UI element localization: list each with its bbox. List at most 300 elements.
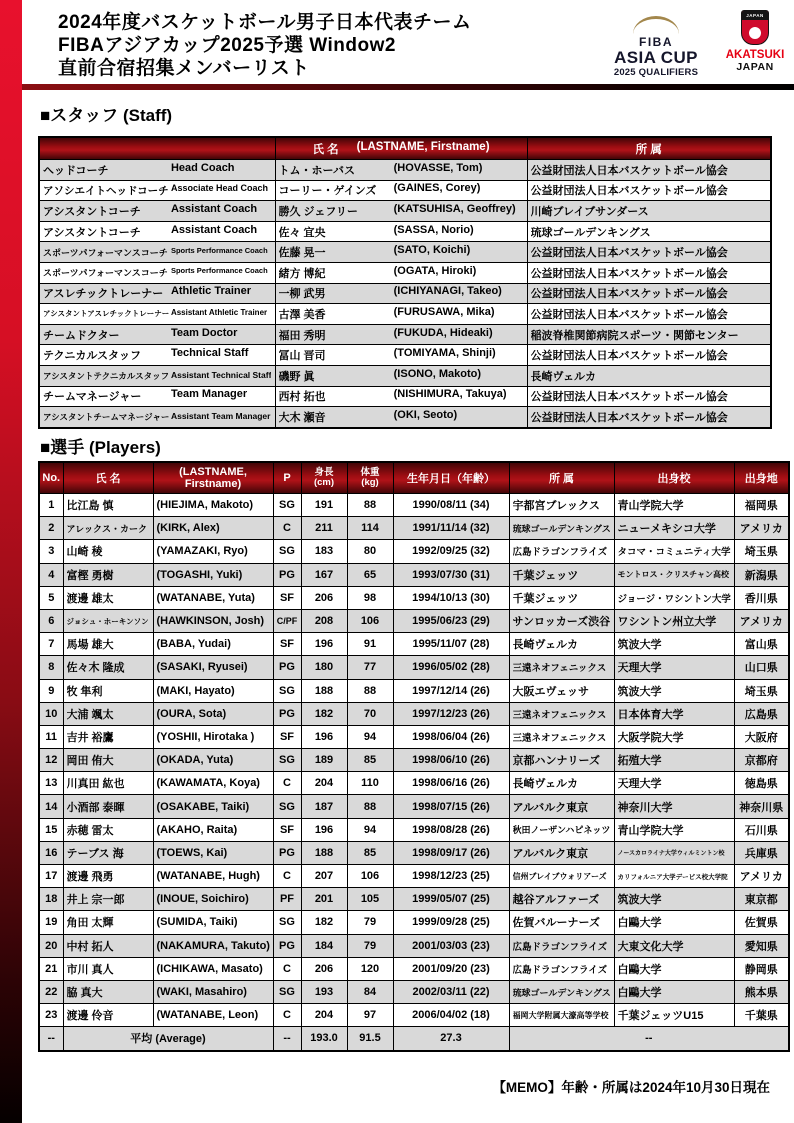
- staff-affiliation-cell: 公益財団法人日本バスケットボール協会: [527, 386, 771, 407]
- player-school-cell: 大東文化大学: [614, 934, 734, 957]
- player-position-cell: SF: [273, 725, 301, 748]
- player-name-cell: アレックス・カーク: [63, 517, 153, 540]
- staff-name-cell: [275, 386, 527, 407]
- player-birth-cell: 1998/12/23 (25): [393, 865, 509, 888]
- player-height-cell: 189: [301, 749, 347, 772]
- staff-role-cell: [39, 262, 275, 283]
- staff-name-jp: 古澤 美香: [278, 308, 326, 321]
- player-no-cell: 13: [39, 772, 63, 795]
- player-position-cell: C: [273, 957, 301, 980]
- player-name-cell: 市川 真人: [63, 957, 153, 980]
- staff-name-jp: 西村 拓也: [278, 391, 326, 404]
- player-roman-cell: (OSAKABE, Taiki): [153, 795, 273, 818]
- player-origin-cell: 山口県: [734, 656, 789, 679]
- player-weight-cell: 94: [347, 725, 393, 748]
- player-row: [39, 586, 789, 609]
- player-birth-cell: 1997/12/14 (26): [393, 679, 509, 702]
- player-roman-cell: (SUMIDA, Taiki): [153, 911, 273, 934]
- player-origin-cell: アメリカ: [734, 609, 789, 632]
- staff-role-en: Team Manager: [170, 388, 248, 401]
- staff-row: [39, 180, 771, 201]
- player-roman-cell: (MAKI, Hayato): [153, 679, 273, 702]
- average-cell: --: [509, 1027, 789, 1051]
- player-school-cell: タコマ・コミュニティ大学: [614, 540, 734, 563]
- player-position-cell: C: [273, 772, 301, 795]
- staff-role-en: Assistant Team Manager: [170, 410, 271, 421]
- player-weight-cell: 84: [347, 980, 393, 1003]
- player-row: [39, 679, 789, 702]
- players-header-org: 所 属: [509, 462, 614, 494]
- player-name-cell: 牧 隼利: [63, 679, 153, 702]
- player-school-cell: 拓殖大学: [614, 749, 734, 772]
- player-roman-cell: (WATANABE, Yuta): [153, 586, 273, 609]
- staff-role-cell: [39, 201, 275, 222]
- staff-name-cell: [275, 221, 527, 242]
- player-height-cell: 208: [301, 609, 347, 632]
- staff-affiliation-cell: 公益財団法人日本バスケットボール協会: [527, 262, 771, 283]
- player-name-cell: 比江島 慎: [63, 494, 153, 517]
- player-row: [39, 725, 789, 748]
- player-birth-cell: 1998/08/28 (26): [393, 818, 509, 841]
- player-birth-cell: 1993/07/30 (31): [393, 563, 509, 586]
- staff-affiliation-cell: 公益財団法人日本バスケットボール協会: [527, 180, 771, 201]
- player-school-cell: 白鷗大学: [614, 957, 734, 980]
- staff-role-jp: チームマネージャー: [43, 391, 142, 404]
- player-birth-cell: 2002/03/11 (22): [393, 980, 509, 1003]
- staff-table: [38, 136, 772, 429]
- staff-header-name-jp: 氏 名: [312, 143, 339, 156]
- staff-name-jp: 佐々 宜央: [278, 226, 326, 239]
- player-roman-cell: (INOUE, Soichiro): [153, 888, 273, 911]
- player-weight-cell: 80: [347, 540, 393, 563]
- player-position-cell: PG: [273, 563, 301, 586]
- fiba-asia-cup-logo: [605, 16, 707, 78]
- player-origin-cell: 静岡県: [734, 957, 789, 980]
- player-height-cell: 191: [301, 494, 347, 517]
- player-height-cell: 196: [301, 818, 347, 841]
- crest-band-text: JAPAN: [742, 11, 768, 20]
- staff-role-jp: チームドクター: [43, 329, 120, 342]
- staff-role-jp: アシスタントテクニカルスタッフ: [43, 370, 170, 381]
- staff-name-en: (ICHIYANAGI, Takeo): [393, 285, 502, 298]
- staff-section-heading: ■スタッフ (Staff): [40, 106, 173, 125]
- player-weight-cell: 88: [347, 679, 393, 702]
- player-origin-cell: 兵庫県: [734, 841, 789, 864]
- player-position-cell: SF: [273, 818, 301, 841]
- staff-row: [39, 304, 771, 325]
- staff-name-jp: トム・ホーバス: [278, 164, 355, 177]
- staff-role-cell: [39, 242, 275, 263]
- average-cell: --: [39, 1027, 63, 1051]
- staff-name-en: (TOMIYAMA, Shinji): [393, 347, 496, 360]
- player-origin-cell: 愛知県: [734, 934, 789, 957]
- staff-name-en: (ISONO, Makoto): [393, 367, 482, 380]
- player-no-cell: 22: [39, 980, 63, 1003]
- player-school-cell: カリフォルニア大学デービス校大学院: [614, 865, 734, 888]
- player-weight-cell: 79: [347, 934, 393, 957]
- player-no-cell: 10: [39, 702, 63, 725]
- player-origin-cell: 千葉県: [734, 1004, 789, 1027]
- player-school-cell: 天理大学: [614, 656, 734, 679]
- player-row: [39, 841, 789, 864]
- player-name-cell: 中村 拓人: [63, 934, 153, 957]
- staff-name-en: (GAINES, Corey): [393, 182, 481, 195]
- player-school-cell: ワシントン州立大学: [614, 609, 734, 632]
- staff-role-en: Sports Performance Coach: [170, 245, 268, 255]
- player-weight-cell: 88: [347, 494, 393, 517]
- player-no-cell: 3: [39, 540, 63, 563]
- player-name-cell: 渡邊 雄太: [63, 586, 153, 609]
- staff-role-en: Athletic Trainer: [170, 285, 252, 298]
- player-weight-cell: 85: [347, 749, 393, 772]
- players-table-body: [39, 494, 789, 1051]
- player-origin-cell: アメリカ: [734, 865, 789, 888]
- player-position-cell: SG: [273, 911, 301, 934]
- player-roman-cell: (BABA, Yudai): [153, 633, 273, 656]
- player-team-cell: 千葉ジェッツ: [509, 586, 614, 609]
- player-team-cell: 三遠ネオフェニックス: [509, 725, 614, 748]
- fiba-logo-line2: ASIA CUP: [614, 48, 698, 67]
- staff-name-jp: 勝久 ジェフリー: [278, 205, 358, 218]
- player-roman-cell: (KIRK, Alex): [153, 517, 273, 540]
- player-origin-cell: 徳島県: [734, 772, 789, 795]
- staff-affiliation-cell: 川崎ブレイブサンダース: [527, 201, 771, 222]
- staff-header-row: [39, 137, 771, 160]
- staff-name-en: (SATO, Koichi): [393, 244, 471, 257]
- staff-name-jp: 佐藤 晃一: [278, 247, 326, 260]
- staff-role-en: Assistant Athletic Trainer: [170, 308, 268, 318]
- staff-row: [39, 365, 771, 386]
- player-team-cell: 琉球ゴールデンキングス: [509, 980, 614, 1003]
- staff-role-en: Sports Performance Coach: [170, 266, 268, 276]
- staff-role-jp: アソシエイトヘッドコーチ: [43, 184, 169, 197]
- player-weight-cell: 110: [347, 772, 393, 795]
- player-roman-cell: (WAKI, Masahiro): [153, 980, 273, 1003]
- player-name-cell: 佐々木 隆成: [63, 656, 153, 679]
- staff-name-cell: [275, 160, 527, 181]
- staff-role-jp: テクニカルスタッフ: [43, 350, 142, 363]
- staff-name-en: (OGATA, Hiroki): [393, 264, 477, 277]
- staff-role-jp: ヘッドコーチ: [43, 164, 109, 177]
- player-no-cell: 2: [39, 517, 63, 540]
- player-birth-cell: 1998/06/04 (26): [393, 725, 509, 748]
- player-position-cell: PG: [273, 702, 301, 725]
- player-height-cell: 182: [301, 911, 347, 934]
- staff-role-jp: スポーツパフォーマンスコーチ: [43, 247, 168, 258]
- staff-row: [39, 386, 771, 407]
- staff-name-cell: [275, 242, 527, 263]
- player-name-cell: 富樫 勇樹: [63, 563, 153, 586]
- player-row: [39, 772, 789, 795]
- player-origin-cell: 福岡県: [734, 494, 789, 517]
- player-school-cell: 日本体育大学: [614, 702, 734, 725]
- player-roman-cell: (HAWKINSON, Josh): [153, 609, 273, 632]
- player-origin-cell: 大阪府: [734, 725, 789, 748]
- staff-row: [39, 345, 771, 366]
- player-no-cell: 5: [39, 586, 63, 609]
- akatsuki-country-text: JAPAN: [736, 61, 774, 73]
- player-no-cell: 23: [39, 1004, 63, 1027]
- player-height-cell: 184: [301, 934, 347, 957]
- player-team-cell: 佐賀バルーナーズ: [509, 911, 614, 934]
- player-roman-cell: (WATANABE, Hugh): [153, 865, 273, 888]
- staff-role-cell: [39, 160, 275, 181]
- akatsuki-crest-icon: [741, 10, 769, 45]
- player-roman-cell: (TOGASHI, Yuki): [153, 563, 273, 586]
- player-row: [39, 749, 789, 772]
- player-team-cell: 広島ドラゴンフライズ: [509, 540, 614, 563]
- player-position-cell: C/PF: [273, 609, 301, 632]
- player-weight-cell: 88: [347, 795, 393, 818]
- average-cell: 平均 (Average): [63, 1027, 273, 1051]
- player-name-cell: テーブス 海: [63, 841, 153, 864]
- player-weight-cell: 70: [347, 702, 393, 725]
- player-height-cell: 183: [301, 540, 347, 563]
- player-no-cell: 7: [39, 633, 63, 656]
- player-school-cell: ニューメキシコ大学: [614, 517, 734, 540]
- player-school-cell: モントロス・クリスチャン高校: [614, 563, 734, 586]
- player-birth-cell: 1998/09/17 (26): [393, 841, 509, 864]
- staff-name-cell: [275, 345, 527, 366]
- title-line-2: FIBAアジアカップ2025予選 Window2: [58, 35, 396, 56]
- staff-role-en: Technical Staff: [170, 347, 249, 360]
- player-team-cell: 琉球ゴールデンキングス: [509, 517, 614, 540]
- staff-role-cell: [39, 345, 275, 366]
- staff-role-jp: アシスタントチームマネージャー: [43, 411, 170, 422]
- fiba-arc-icon: [633, 16, 679, 34]
- player-team-cell: 福岡大学附属大濠高等学校: [509, 1004, 614, 1027]
- player-height-cell: 206: [301, 957, 347, 980]
- player-position-cell: C: [273, 865, 301, 888]
- staff-header-name-sub: (LASTNAME, Firstname): [356, 140, 490, 153]
- player-origin-cell: アメリカ: [734, 517, 789, 540]
- player-roman-cell: (SASAKI, Ryusei): [153, 656, 273, 679]
- players-header-birth: 生年月日（年齢）: [393, 462, 509, 494]
- player-row: [39, 702, 789, 725]
- player-team-cell: 千葉ジェッツ: [509, 563, 614, 586]
- staff-role-en: Assistant Coach: [170, 223, 258, 236]
- player-no-cell: 21: [39, 957, 63, 980]
- player-row: [39, 494, 789, 517]
- player-team-cell: 広島ドラゴンフライズ: [509, 934, 614, 957]
- player-no-cell: 20: [39, 934, 63, 957]
- player-birth-cell: 1998/06/16 (26): [393, 772, 509, 795]
- staff-name-jp: 大木 瀬音: [278, 411, 326, 424]
- player-roman-cell: (OKADA, Yuta): [153, 749, 273, 772]
- akatsuki-japan-logo: [722, 10, 788, 73]
- player-birth-cell: 1998/06/10 (26): [393, 749, 509, 772]
- staff-row: [39, 221, 771, 242]
- players-header-origin: 出身地: [734, 462, 789, 494]
- player-name-cell: ジョシュ・ホーキンソン: [63, 609, 153, 632]
- staff-affiliation-cell: 稲波脊椎関節病院スポーツ・関節センター: [527, 324, 771, 345]
- player-school-cell: 青山学院大学: [614, 494, 734, 517]
- average-cell: --: [273, 1027, 301, 1051]
- player-origin-cell: 新潟県: [734, 563, 789, 586]
- staff-name-jp: 一柳 武男: [278, 288, 326, 301]
- player-roman-cell: (KAWAMATA, Koya): [153, 772, 273, 795]
- player-height-cell: 180: [301, 656, 347, 679]
- player-no-cell: 8: [39, 656, 63, 679]
- staff-role-cell: [39, 365, 275, 386]
- staff-affiliation-cell: 公益財団法人日本バスケットボール協会: [527, 407, 771, 428]
- player-birth-cell: 1996/05/02 (28): [393, 656, 509, 679]
- staff-role-en: Head Coach: [170, 161, 235, 174]
- player-position-cell: SF: [273, 586, 301, 609]
- staff-name-jp: コーリー・ゲインズ: [278, 185, 377, 198]
- player-birth-cell: 2001/03/03 (23): [393, 934, 509, 957]
- staff-name-en: (NISHIMURA, Takuya): [393, 388, 507, 401]
- players-header-roman: (LASTNAME, Firstname): [153, 462, 273, 494]
- player-position-cell: C: [273, 517, 301, 540]
- staff-name-jp: 福田 秀明: [278, 329, 326, 342]
- staff-role-jp: アシスタントアスレチックトレーナー: [43, 309, 170, 319]
- left-red-stripe: [0, 0, 22, 1123]
- staff-role-jp: アシスタントコーチ: [43, 226, 141, 239]
- player-birth-cell: 1995/06/23 (29): [393, 609, 509, 632]
- title-line-1: 2024年度バスケットボール男子日本代表チーム: [58, 12, 472, 33]
- staff-name-cell: [275, 407, 527, 428]
- player-name-cell: 吉井 裕鷹: [63, 725, 153, 748]
- player-position-cell: SG: [273, 795, 301, 818]
- player-origin-cell: 熊本県: [734, 980, 789, 1003]
- player-row: [39, 563, 789, 586]
- players-header-no: No.: [39, 462, 63, 494]
- player-birth-cell: 2006/04/02 (18): [393, 1004, 509, 1027]
- player-no-cell: 18: [39, 888, 63, 911]
- player-birth-cell: 1992/09/25 (32): [393, 540, 509, 563]
- player-team-cell: 信州ブレイブウォリアーズ: [509, 865, 614, 888]
- staff-affiliation-cell: 公益財団法人日本バスケットボール協会: [527, 345, 771, 366]
- player-school-cell: 千葉ジェッツU15: [614, 1004, 734, 1027]
- staff-table-body: [39, 160, 771, 428]
- player-position-cell: SG: [273, 980, 301, 1003]
- player-row: [39, 818, 789, 841]
- player-height-cell: 211: [301, 517, 347, 540]
- player-weight-cell: 97: [347, 1004, 393, 1027]
- player-birth-cell: 1990/08/11 (34): [393, 494, 509, 517]
- staff-name-cell: [275, 262, 527, 283]
- staff-affiliation-cell: 公益財団法人日本バスケットボール協会: [527, 242, 771, 263]
- player-birth-cell: 2001/09/20 (23): [393, 957, 509, 980]
- player-row: [39, 609, 789, 632]
- player-roman-cell: (NAKAMURA, Takuto): [153, 934, 273, 957]
- player-no-cell: 17: [39, 865, 63, 888]
- staff-name-jp: 磯野 眞: [278, 370, 315, 383]
- player-name-cell: 脇 真大: [63, 980, 153, 1003]
- player-row: [39, 980, 789, 1003]
- average-row: [39, 1027, 789, 1051]
- staff-row: [39, 262, 771, 283]
- player-height-cell: 207: [301, 865, 347, 888]
- player-team-cell: 秋田ノーザンハピネッツ: [509, 818, 614, 841]
- player-team-cell: 長崎ヴェルカ: [509, 772, 614, 795]
- title-line-3: 直前合宿招集メンバーリスト: [58, 58, 310, 79]
- player-origin-cell: 京都府: [734, 749, 789, 772]
- staff-header-affiliation: 所 属: [527, 137, 771, 160]
- staff-name-cell: [275, 365, 527, 386]
- player-row: [39, 656, 789, 679]
- player-no-cell: 11: [39, 725, 63, 748]
- players-table: [38, 461, 790, 1052]
- player-name-cell: 井上 宗一郎: [63, 888, 153, 911]
- players-header-p: P: [273, 462, 301, 494]
- player-name-cell: 渡邊 飛勇: [63, 865, 153, 888]
- player-roman-cell: (AKAHO, Raita): [153, 818, 273, 841]
- player-no-cell: 9: [39, 679, 63, 702]
- player-row: [39, 911, 789, 934]
- akatsuki-brand-text: AKATSUKI: [725, 49, 785, 61]
- player-position-cell: PG: [273, 934, 301, 957]
- player-weight-cell: 106: [347, 865, 393, 888]
- player-name-cell: 小酒部 泰暉: [63, 795, 153, 818]
- player-school-cell: 白鷗大学: [614, 911, 734, 934]
- basketball-icon: [749, 27, 761, 39]
- player-row: [39, 865, 789, 888]
- player-birth-cell: 1999/09/28 (25): [393, 911, 509, 934]
- player-row: [39, 540, 789, 563]
- staff-name-cell: [275, 180, 527, 201]
- player-school-cell: 大阪学院大学: [614, 725, 734, 748]
- player-birth-cell: 1994/10/13 (30): [393, 586, 509, 609]
- footer-memo: 【MEMO】年齢・所属は2024年10月30日現在: [492, 1080, 770, 1095]
- player-school-cell: 筑波大学: [614, 633, 734, 656]
- player-row: [39, 1004, 789, 1027]
- player-row: [39, 888, 789, 911]
- staff-role-cell: [39, 221, 275, 242]
- players-header-height: 身長 (cm): [301, 462, 347, 494]
- player-weight-cell: 105: [347, 888, 393, 911]
- player-no-cell: 16: [39, 841, 63, 864]
- average-cell: 91.5: [347, 1027, 393, 1051]
- player-team-cell: 広島ドラゴンフライズ: [509, 957, 614, 980]
- player-team-cell: アルバルク東京: [509, 841, 614, 864]
- staff-name-jp: 緒方 博紀: [278, 267, 326, 280]
- player-school-cell: 天理大学: [614, 772, 734, 795]
- player-position-cell: SF: [273, 633, 301, 656]
- player-team-cell: 越谷アルファーズ: [509, 888, 614, 911]
- player-birth-cell: 1997/12/23 (26): [393, 702, 509, 725]
- player-roman-cell: (YOSHII, Hirotaka ): [153, 725, 273, 748]
- staff-role-cell: [39, 324, 275, 345]
- player-origin-cell: 富山県: [734, 633, 789, 656]
- player-weight-cell: 77: [347, 656, 393, 679]
- staff-affiliation-cell: 長崎ヴェルカ: [527, 365, 771, 386]
- average-cell: 193.0: [301, 1027, 347, 1051]
- player-roman-cell: (HIEJIMA, Makoto): [153, 494, 273, 517]
- player-height-cell: 201: [301, 888, 347, 911]
- player-height-cell: 196: [301, 633, 347, 656]
- player-name-cell: 山崎 稜: [63, 540, 153, 563]
- player-no-cell: 12: [39, 749, 63, 772]
- staff-role-en: Associate Head Coach: [170, 182, 268, 193]
- player-birth-cell: 1991/11/14 (32): [393, 517, 509, 540]
- player-weight-cell: 98: [347, 586, 393, 609]
- players-header-name: 氏 名: [63, 462, 153, 494]
- player-school-cell: 筑波大学: [614, 888, 734, 911]
- page-title: [58, 11, 471, 80]
- player-position-cell: C: [273, 1004, 301, 1027]
- player-school-cell: ノースカロライナ大学ウィルミントン校: [614, 841, 734, 864]
- player-weight-cell: 120: [347, 957, 393, 980]
- staff-affiliation-cell: 公益財団法人日本バスケットボール協会: [527, 160, 771, 181]
- staff-role-en: Team Doctor: [170, 326, 238, 339]
- player-roman-cell: (ICHIKAWA, Masato): [153, 957, 273, 980]
- player-weight-cell: 94: [347, 818, 393, 841]
- player-team-cell: アルバルク東京: [509, 795, 614, 818]
- player-height-cell: 204: [301, 1004, 347, 1027]
- player-weight-cell: 114: [347, 517, 393, 540]
